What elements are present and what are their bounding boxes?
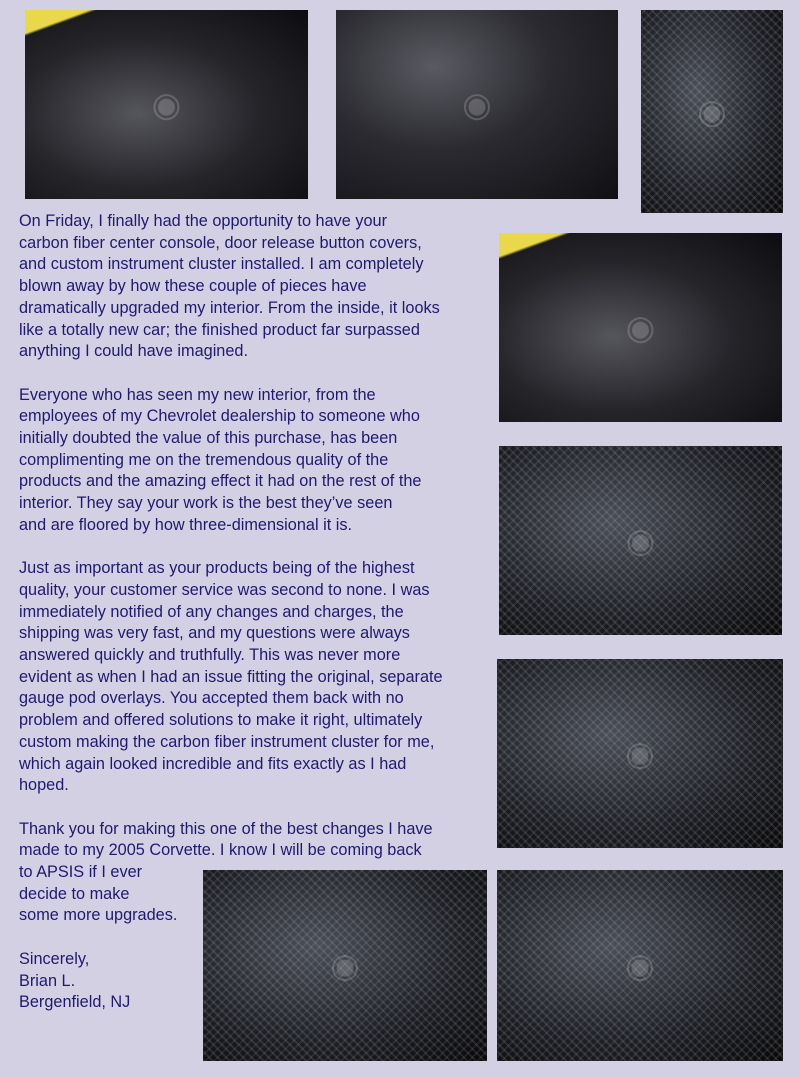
letter-paragraph-2: Everyone who has seen my new interior, from the employees of my Chevrolet dealership to someone who initially doubted the value of this purchase, has been complimenting me on the tremendous quality of the products and the amazing effect it had on the rest of the interior. They say your work is the best they’ve seen and are floored by how three-dimensional it is. [19, 385, 422, 534]
letter-paragraph-1: On Friday, I finally had the opportunity to have your carbon fiber center console, door release button covers, and custom instrument cluster installed. I am completely blown away by how these couple of pieces have dramatically upgraded my interior. From the inside, it looks like a totally new car; the finished product far surpassed anything I could have imagined. [19, 212, 440, 361]
camera-icon: ◉ [625, 734, 655, 773]
camera-icon: ◉ [625, 946, 655, 985]
photo-center-console-dashboard [499, 233, 782, 422]
letter-paragraph-3: Just as important as your products being of the highest quality, your customer service was second to none. I was immediately notified of any changes and charges, the shipping was very fast, and my questions were always answered quickly and truthfully. This was never more evident as when I had an issue fitting the original, separate gauge pod overlays. You accepted them back with no problem and offered solutions to make it right, ultimately custom making the carbon fiber instrument cluster for me, which again looked incredible and fits exactly as I had hoped. [19, 559, 443, 795]
signature-name: Brian L. [19, 971, 76, 990]
photo-door-release-button-cover [641, 10, 783, 213]
camera-icon: ◉ [625, 308, 656, 347]
photo-carbon-fiber-console-plate [497, 659, 783, 848]
letter-signature [19, 949, 494, 1014]
photo-corvette-dashboard-driver-side [336, 10, 618, 199]
photo-corvette-interior-overview [25, 10, 308, 199]
camera-icon: ◉ [462, 85, 492, 124]
camera-icon: ◉ [625, 521, 656, 560]
photo-carbon-fiber-cupholder-right [497, 870, 783, 1061]
letter-paragraph-4: Thank you for making this one of the best changes I have made to my 2005 Corvette. I know I will be coming back to APSIS if I ever decide to make some more upgrades. [19, 819, 433, 925]
photo-carbon-fiber-vent-trim [499, 446, 782, 635]
signature-location: Bergenfield, NJ [19, 993, 131, 1012]
camera-icon: ◉ [330, 946, 360, 985]
testimonial-letter [19, 211, 494, 1014]
camera-icon: ◉ [151, 85, 182, 124]
camera-icon: ◉ [697, 92, 727, 131]
closing: Sincerely, [19, 949, 90, 968]
